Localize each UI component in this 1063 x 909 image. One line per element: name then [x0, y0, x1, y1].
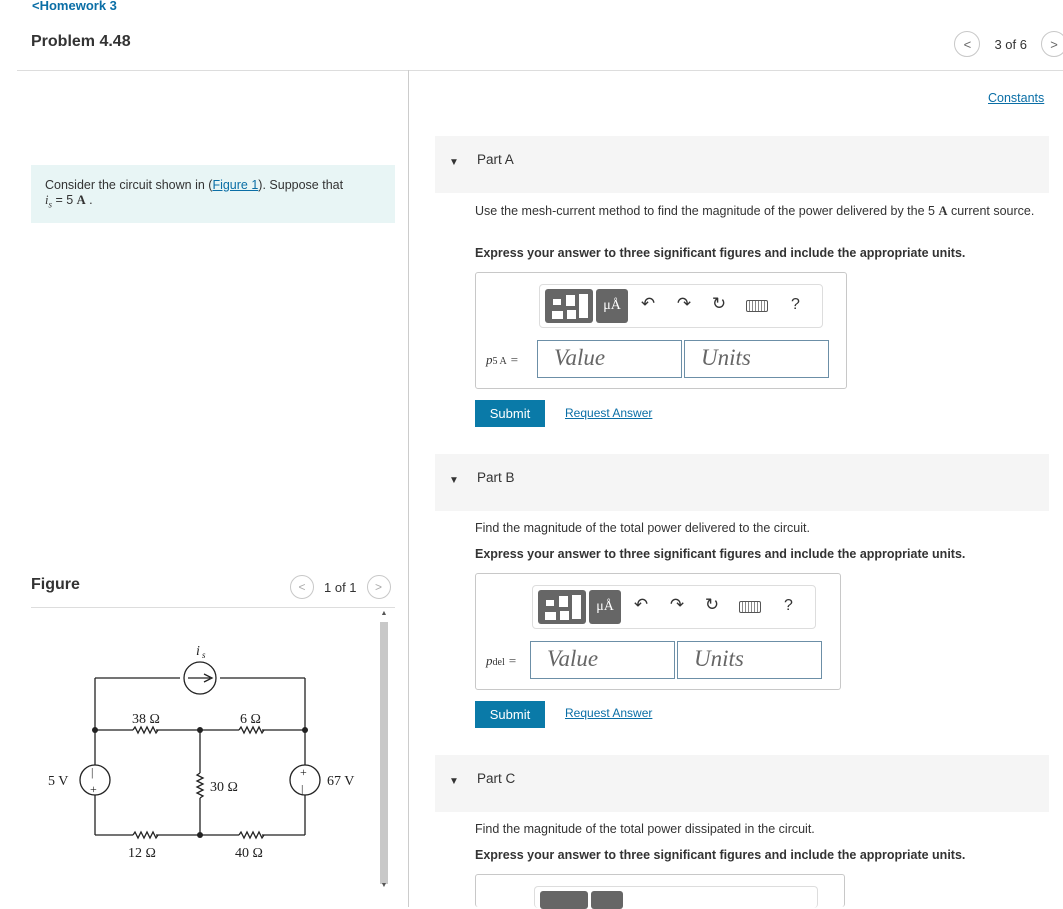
is-value: = 5: [52, 193, 77, 207]
p5a-label-sub: 5 A: [492, 356, 507, 367]
is-variable: i: [45, 193, 49, 207]
collapse-triangle-icon[interactable]: ▼: [449, 475, 459, 486]
v67-label: 67 V: [327, 774, 355, 789]
part-c-title: Part C: [477, 771, 516, 786]
part-c-answer-box: [475, 874, 845, 907]
next-problem-button[interactable]: >: [1041, 31, 1063, 57]
part-b-title: Part B: [477, 470, 515, 485]
part-a-value-input[interactable]: Value: [537, 340, 682, 378]
collapse-triangle-icon[interactable]: ▼: [449, 776, 459, 787]
part-b-submit-button[interactable]: Submit: [475, 701, 545, 728]
part-b-value-input[interactable]: Value: [530, 641, 675, 679]
units-button[interactable]: μÅ: [589, 590, 621, 624]
intro-text-after: ). Suppose that: [258, 178, 344, 192]
help-button[interactable]: ?: [791, 296, 800, 313]
redo-icon[interactable]: ↷: [676, 294, 692, 313]
prev-problem-button[interactable]: <: [954, 31, 980, 57]
circuit-diagram: [30, 630, 375, 870]
pdel-label-sub: del: [492, 657, 505, 668]
templates-button[interactable]: [538, 590, 586, 624]
undo-icon[interactable]: ↶: [640, 294, 656, 313]
part-c-header[interactable]: [435, 755, 1049, 812]
r40-label: 40 Ω: [235, 846, 263, 861]
v5-label: 5 V: [48, 774, 69, 789]
part-b-question: Find the magnitude of the total power delivered to the circuit.: [475, 521, 810, 535]
intro-period: .: [85, 193, 93, 207]
header-divider: [17, 70, 1063, 71]
r30-label: 30 Ω: [210, 780, 238, 795]
part-a-question-text: Use the mesh-current method to find the magnitude of the power delivered by the 5: [475, 204, 939, 218]
figure-pager: [290, 575, 391, 599]
keyboard-icon[interactable]: [739, 601, 761, 613]
problem-title: Problem 4.48: [31, 33, 131, 50]
templates-button[interactable]: [540, 891, 588, 909]
math-toolbar: [539, 284, 823, 328]
is-label: i: [196, 644, 200, 659]
v67-minus: |: [301, 782, 304, 796]
r6-label: 6 Ω: [240, 712, 261, 727]
r38-label: 38 Ω: [132, 712, 160, 727]
v67-plus: +: [300, 765, 307, 779]
part-a-request-answer-link[interactable]: Request Answer: [565, 406, 653, 420]
reset-icon[interactable]: ↻: [704, 595, 720, 614]
part-a-question-unit: A: [938, 204, 948, 218]
figure-pager-text: 1 of 1: [324, 579, 357, 595]
figure-scrollbar[interactable]: [376, 610, 392, 895]
next-figure-button[interactable]: >: [367, 575, 391, 599]
part-c-question: Find the magnitude of the total power dissipated in the circuit.: [475, 822, 815, 836]
p5a-label: p5 A =: [486, 352, 519, 367]
scroll-thumb[interactable]: [380, 622, 388, 884]
part-b-units-input[interactable]: Units: [677, 641, 822, 679]
math-toolbar: [534, 886, 818, 908]
is-label-sub: s: [202, 650, 206, 660]
is-unit: A: [76, 193, 86, 207]
part-a-submit-button[interactable]: Submit: [475, 400, 545, 427]
p5a-label-main: p: [486, 352, 493, 367]
part-a-header[interactable]: [435, 136, 1049, 193]
constants-link[interactable]: Constants: [988, 91, 1045, 105]
r12-label: 12 Ω: [128, 846, 156, 861]
problem-pager-text: 3 of 6: [994, 36, 1027, 52]
v5-minus: |: [91, 765, 94, 779]
scroll-down-arrow-icon[interactable]: ▼: [380, 882, 388, 889]
figure-link[interactable]: Figure 1: [212, 178, 259, 192]
part-a-title: Part A: [477, 152, 514, 167]
part-a-instruction: Express your answer to three significant figures and include the appropriate units.: [475, 246, 966, 260]
problem-intro: [31, 165, 395, 223]
problem-pager: [954, 30, 1063, 58]
part-b-request-answer-link[interactable]: Request Answer: [565, 706, 653, 720]
pdel-label-main: p: [486, 653, 493, 668]
redo-icon[interactable]: ↷: [669, 595, 685, 614]
help-button[interactable]: ?: [784, 597, 793, 614]
v5-plus: +: [90, 782, 97, 796]
part-b-header[interactable]: [435, 454, 1049, 511]
part-a-question: [475, 204, 1035, 219]
units-button[interactable]: μÅ: [596, 289, 628, 323]
templates-button[interactable]: [545, 289, 593, 323]
units-button[interactable]: [591, 891, 623, 909]
part-a-answer-box: [475, 272, 847, 389]
math-toolbar: [532, 585, 816, 629]
keyboard-icon[interactable]: [746, 300, 768, 312]
prev-figure-button[interactable]: <: [290, 575, 314, 599]
undo-icon[interactable]: ↶: [633, 595, 649, 614]
collapse-triangle-icon[interactable]: ▼: [449, 157, 459, 168]
column-divider: [408, 70, 409, 907]
reset-icon[interactable]: ↻: [711, 294, 727, 313]
part-c-instruction: Express your answer to three significant figures and include the appropriate units.: [475, 848, 966, 862]
part-a-question-after: current source.: [947, 204, 1035, 218]
part-b-instruction: Express your answer to three significant figures and include the appropriate units.: [475, 547, 966, 561]
figure-divider: [31, 607, 395, 608]
is-variable-sub: s: [48, 199, 52, 210]
pdel-label: pdel =: [486, 653, 517, 668]
scroll-up-arrow-icon[interactable]: ▲: [380, 610, 388, 617]
intro-text: Consider the circuit shown in (: [45, 178, 213, 192]
part-a-units-input[interactable]: Units: [684, 340, 829, 378]
figure-heading: Figure: [31, 576, 80, 593]
part-b-answer-box: [475, 573, 841, 690]
back-to-homework-link[interactable]: <Homework 3: [32, 0, 117, 13]
